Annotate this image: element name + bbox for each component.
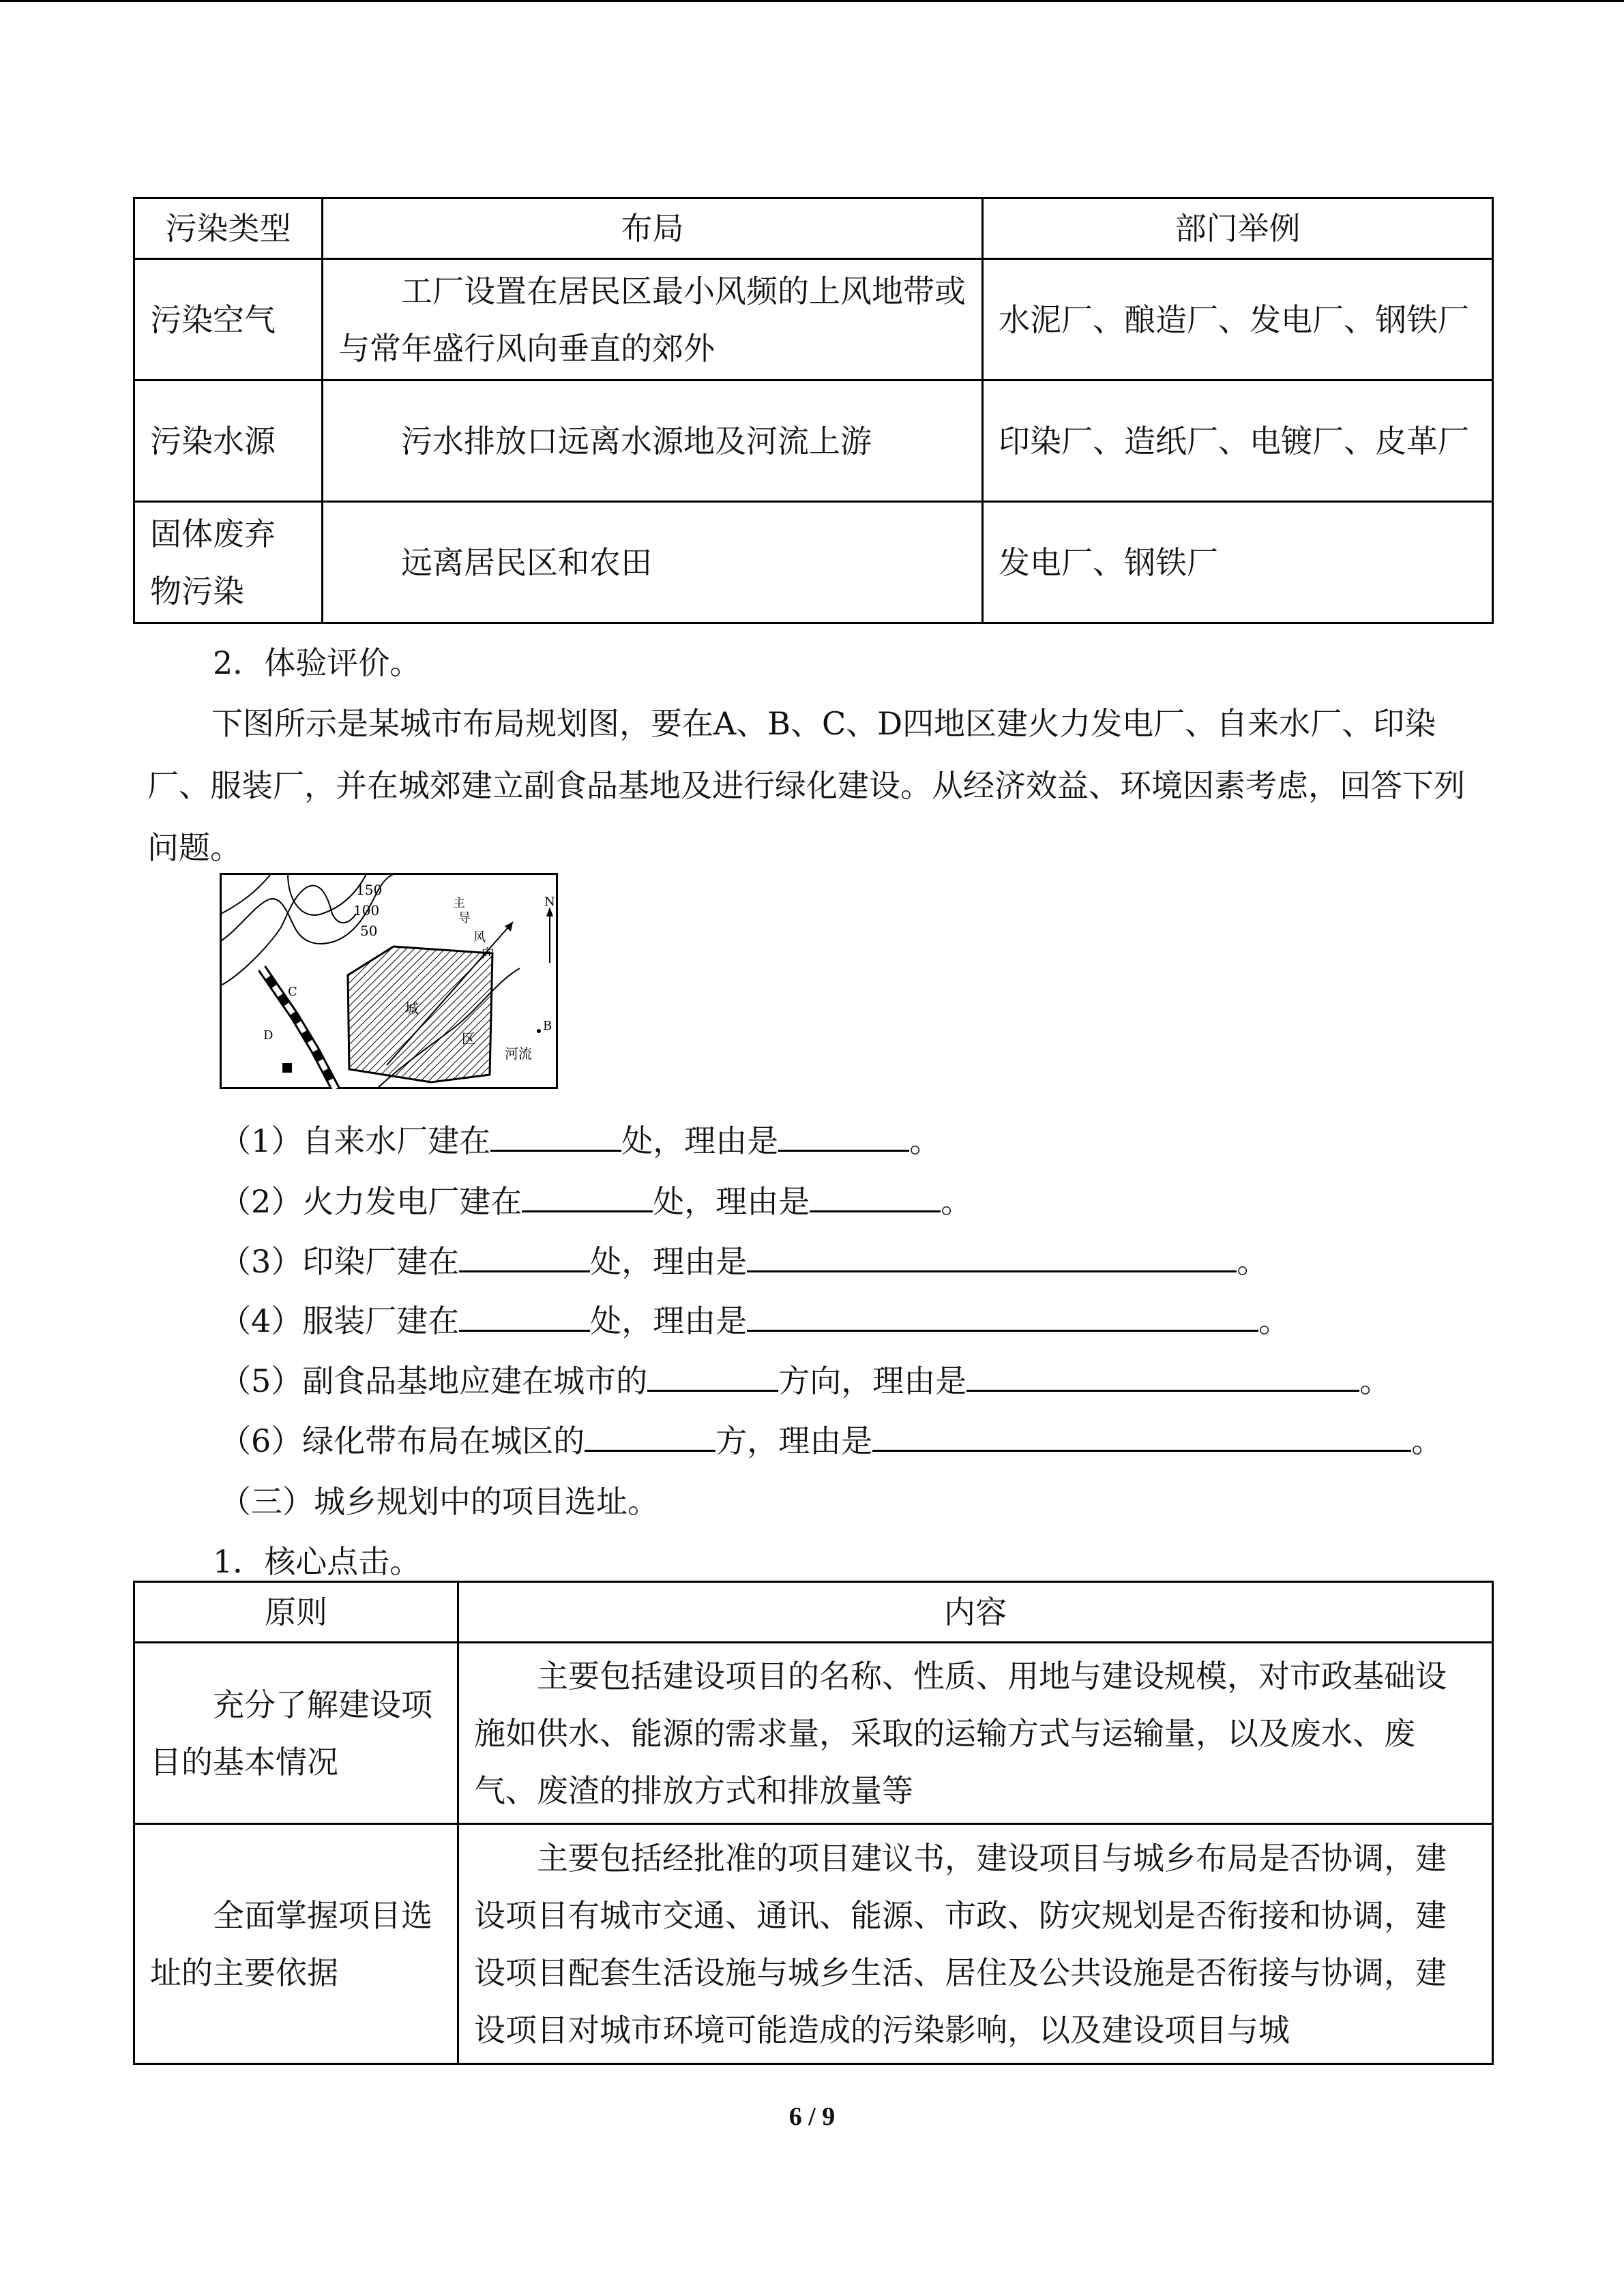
- question-text: 处，理由是: [653, 1183, 810, 1220]
- question-text: 。: [1359, 1362, 1391, 1399]
- question-text: 。: [1237, 1243, 1269, 1280]
- question-text: 方向，理由是: [778, 1362, 967, 1399]
- north-label: N: [544, 895, 555, 909]
- cell-layout: 远离居民区和农田: [323, 502, 983, 623]
- cell-type: 固体废弃物污染: [134, 502, 323, 623]
- wind-label-2: 导: [458, 911, 471, 925]
- answer-blank[interactable]: [872, 1412, 1411, 1452]
- wind-label-1: 主: [453, 896, 465, 910]
- wind-label-3: 风: [473, 930, 486, 944]
- point-label-b: B: [543, 1019, 552, 1033]
- point-b-marker: [537, 1029, 541, 1033]
- cell-principle: 充分了解建设项目的基本情况: [134, 1643, 458, 1824]
- col-header-layout: 布局: [323, 198, 983, 259]
- question-text: 。: [1258, 1302, 1290, 1339]
- cell-type: 污染水源: [134, 381, 323, 502]
- answer-blank[interactable]: [459, 1292, 590, 1332]
- urban-area: [348, 946, 492, 1082]
- pollution-layout-table: [133, 197, 1494, 624]
- question-text: （6）绿化带布局在城区的: [220, 1422, 585, 1459]
- cell-layout: 工厂设置在居民区最小风频的上风地带或与常年盛行风向垂直的郊外: [323, 259, 983, 381]
- answer-blank[interactable]: [647, 1352, 778, 1392]
- page-number: 6 / 9: [788, 2102, 836, 2131]
- cell-content: 主要包括建设项目的名称、性质、用地与建设规模，对市政基础设施如供水、能源的需求量，采取的运输方式与运输量，以及废水、废气、废渣的排放方式和排放量等: [458, 1643, 1493, 1824]
- question-5: [220, 1350, 1391, 1412]
- wind-label-4: 向: [482, 946, 494, 961]
- question-2: [220, 1171, 972, 1232]
- contour-label: 100: [353, 902, 380, 919]
- question-6: [220, 1410, 1443, 1472]
- answer-blank[interactable]: [778, 1112, 909, 1152]
- answer-blank[interactable]: [490, 1112, 621, 1152]
- contour-label: 150: [356, 882, 383, 898]
- question-text: （5）副食品基地应建在城市的: [220, 1362, 648, 1399]
- page-top-rule: [0, 0, 1624, 2]
- point-label-c: C: [288, 985, 297, 999]
- answer-blank[interactable]: [747, 1292, 1258, 1332]
- urban-label-1: 城: [405, 1000, 419, 1017]
- site-selection-table: [133, 1581, 1494, 2065]
- table-row: [134, 259, 1493, 381]
- point-label-d: D: [263, 1028, 274, 1043]
- col-header-examples: 部门举例: [983, 198, 1493, 259]
- table-header-row: [134, 1582, 1493, 1643]
- question-text: （4）服装厂建在: [220, 1302, 460, 1339]
- question-text: （1）自来水厂建在: [220, 1122, 491, 1159]
- question-4: [220, 1290, 1290, 1352]
- answer-blank[interactable]: [747, 1232, 1237, 1272]
- question-text: （3）印染厂建在: [220, 1243, 460, 1280]
- question-text: 处，理由是: [590, 1302, 748, 1339]
- table-row: [134, 1643, 1493, 1824]
- contour-label: 50: [360, 923, 378, 939]
- point-d-marker: [282, 1063, 292, 1073]
- urban-label-2: 区: [462, 1030, 475, 1047]
- col-header-type: 污染类型: [134, 198, 323, 259]
- answer-blank[interactable]: [522, 1172, 653, 1212]
- cell-layout: 污水排放口远离水源地及河流上游: [323, 381, 983, 502]
- question-text: （2）火力发电厂建在: [220, 1183, 522, 1220]
- question-text: 方，理由是: [715, 1422, 873, 1459]
- cell-examples: 印染厂、造纸厂、电镀厂、皮革厂: [983, 381, 1493, 502]
- table-row: [134, 502, 1493, 623]
- col-header-principle: 原则: [134, 1582, 458, 1643]
- table-header-row: [134, 198, 1493, 259]
- cell-type: 污染空气: [134, 259, 323, 381]
- question-text: 。: [909, 1122, 941, 1159]
- answer-blank[interactable]: [459, 1232, 590, 1272]
- col-header-content: 内容: [458, 1582, 1493, 1643]
- question-text: 。: [1411, 1422, 1443, 1459]
- cell-examples: 水泥厂、酿造厂、发电厂、钢铁厂: [983, 259, 1493, 381]
- question-3: [220, 1231, 1268, 1292]
- cell-content: 主要包括经批准的项目建议书，建设项目与城乡布局是否协调，建设项目有城市交通、通讯、能源、市政、防灾规划是否衔接和协调，建设项目配套生活设施与城乡生活、居住及公共设施是否衔接与协调，建设项目对城市环境可能造成的污染影响，以及建设项目与城: [458, 1824, 1493, 2064]
- answer-blank[interactable]: [585, 1412, 715, 1452]
- section-3-title: （三）城乡规划中的项目选址。: [220, 1483, 659, 1520]
- question-text: 。: [941, 1183, 973, 1220]
- intro-paragraph: 下图所示是某城市布局规划图，要在A、B、C、D四地区建火力发电厂、自来水厂、印染厂、服装厂，并在城郊建立副食品基地及进行绿化建设。从经济效益、环境因素考虑，回答下列问题。: [147, 705, 1465, 866]
- city-planning-map: [220, 873, 558, 1089]
- river-label: 河流: [505, 1045, 532, 1062]
- answer-blank[interactable]: [810, 1172, 941, 1212]
- answer-blank[interactable]: [966, 1352, 1359, 1392]
- question-text: 处，理由是: [621, 1122, 779, 1159]
- cell-principle: 全面掌握项目选址的主要依据: [134, 1824, 458, 2064]
- table-row: [134, 1824, 1493, 2064]
- question-1: [220, 1110, 941, 1172]
- cell-examples: 发电厂、钢铁厂: [983, 502, 1493, 623]
- table-row: [134, 381, 1493, 502]
- core-title: 1．核心点击。: [213, 1543, 422, 1580]
- section-2-title: 2．体验评价。: [213, 644, 422, 681]
- question-text: 处，理由是: [590, 1243, 748, 1280]
